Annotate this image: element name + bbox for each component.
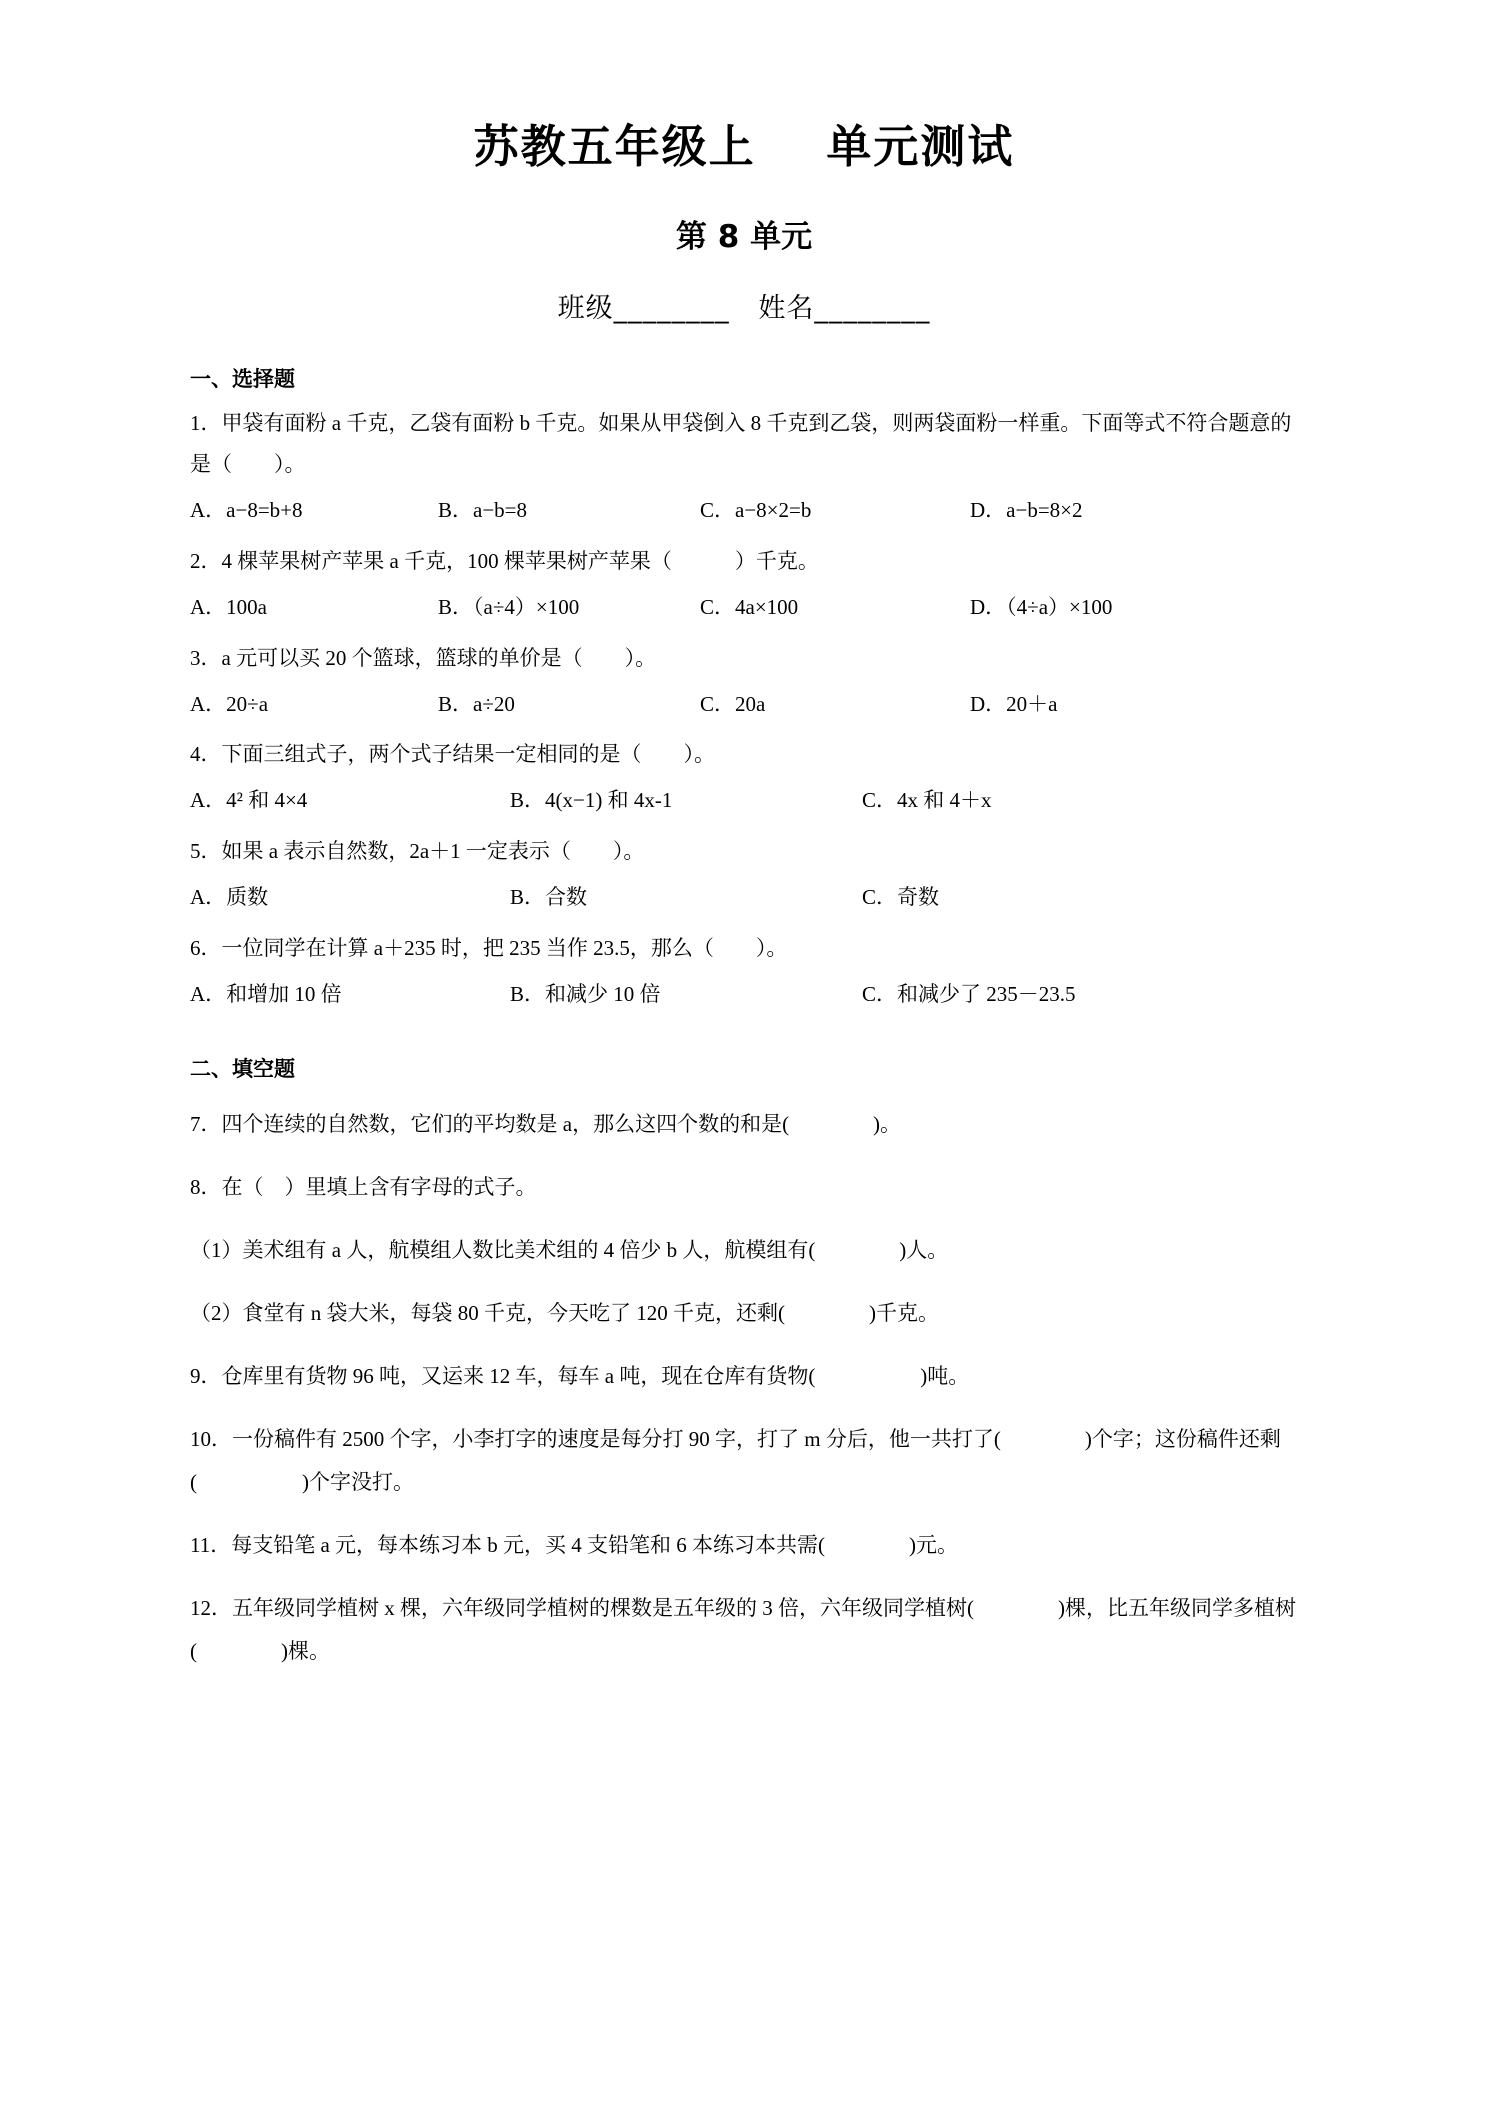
question-8-part-1: （1）美术组有 a 人，航模组人数比美术组的 4 倍少 b 人，航模组有( )人。 [190, 1238, 949, 1262]
option-b: B．a−b=8 [438, 497, 528, 522]
question-3: 3．a 元可以买 20 个篮球，篮球的单价是（ ）。 [190, 645, 657, 670]
option-d: D．（4÷a）×100 [970, 594, 1113, 619]
question-4: 4．下面三组式子，两个式子结果一定相同的是（ ）。 [190, 742, 715, 767]
question-3-options [190, 685, 1298, 725]
option-c: C．4a×100 [700, 594, 799, 619]
question-6-options [190, 975, 1298, 1015]
question-5-options [190, 878, 1298, 918]
question-2: 2．4 棵苹果树产苹果 a 千克，100 棵苹果树产苹果（ ）千克。 [190, 548, 819, 573]
question-12: 12．五年级同学植树 x 棵，六年级同学植树的棵数是五年级的 3 倍，六年级同学植树( )棵，比五年级同学多植树( )棵。 [190, 1596, 1296, 1664]
question-2-options [190, 588, 1298, 628]
option-a: A．和增加 10 倍 [190, 982, 342, 1007]
question-8: 8．在（ ）里填上含有字母的式子。 [190, 1174, 537, 1199]
option-a: A．质数 [190, 885, 269, 910]
question-5: 5．如果 a 表示自然数，2a＋1 一定表示（ ）。 [190, 839, 645, 864]
option-b: B．（a÷4）×100 [438, 594, 580, 619]
option-c: C．奇数 [862, 885, 940, 910]
option-c: C．20a [700, 691, 766, 716]
section-heading-fill: 二、填空题 [190, 1056, 295, 1081]
section-heading-choice: 一、选择题 [190, 367, 295, 391]
option-d: D．a−b=8×2 [970, 497, 1083, 522]
option-a: A．100a [190, 594, 267, 619]
question-6: 6．一位同学在计算 a＋235 时，把 235 当作 23.5，那么（ ）。 [190, 936, 788, 961]
question-8-part-2: （2）食堂有 n 袋大米，每袋 80 千克，今天吃了 120 千克，还剩( )千克。 [190, 1301, 939, 1326]
question-10: 10．一份稿件有 2500 个字，小李打字的速度是每分打 90 字，打了 m 分后，他一共打了( )个字；这份稿件还剩( )个字没打。 [190, 1427, 1281, 1495]
question-1-options [190, 491, 1298, 531]
option-b: B．4(x−1) 和 4x-1 [510, 788, 673, 813]
page-title: 苏教五年级上 单元测试 [473, 120, 1015, 173]
question-11: 11．每支铅笔 a 元，每本练习本 b 元，买 4 支铅笔和 6 本练习本共需( )元。 [190, 1533, 959, 1558]
question-9: 9．仓库里有货物 96 吨，又运来 12 车，每车 a 吨，现在仓库有货物( )吨。 [190, 1364, 970, 1389]
option-a: A．20÷a [190, 691, 269, 716]
question-4-options [190, 781, 1298, 821]
option-b: B．合数 [510, 885, 588, 910]
student-info-line: 班级________ 姓名________ [557, 293, 931, 324]
option-a: A．a−8=b+8 [190, 497, 303, 522]
question-1: 1．甲袋有面粉 a 千克，乙袋有面粉 b 千克。如果从甲袋倒入 8 千克到乙袋，则两袋面粉一样重。下面等式不符合题意的是（ ）。 [190, 411, 1292, 476]
unit-subtitle: 第 8 单元 [675, 219, 813, 255]
question-7: 7．四个连续的自然数，它们的平均数是 a，那么这四个数的和是( )。 [190, 1111, 902, 1136]
option-c: C．和减少了 235－23.5 [862, 982, 1076, 1007]
option-c: C．4x 和 4＋x [862, 788, 992, 813]
option-a: A．4² 和 4×4 [190, 788, 308, 813]
option-b: B．和减少 10 倍 [510, 982, 661, 1007]
option-c: C．a−8×2=b [700, 497, 812, 522]
option-d: D．20＋a [970, 691, 1058, 716]
option-b: B．a÷20 [438, 691, 515, 716]
